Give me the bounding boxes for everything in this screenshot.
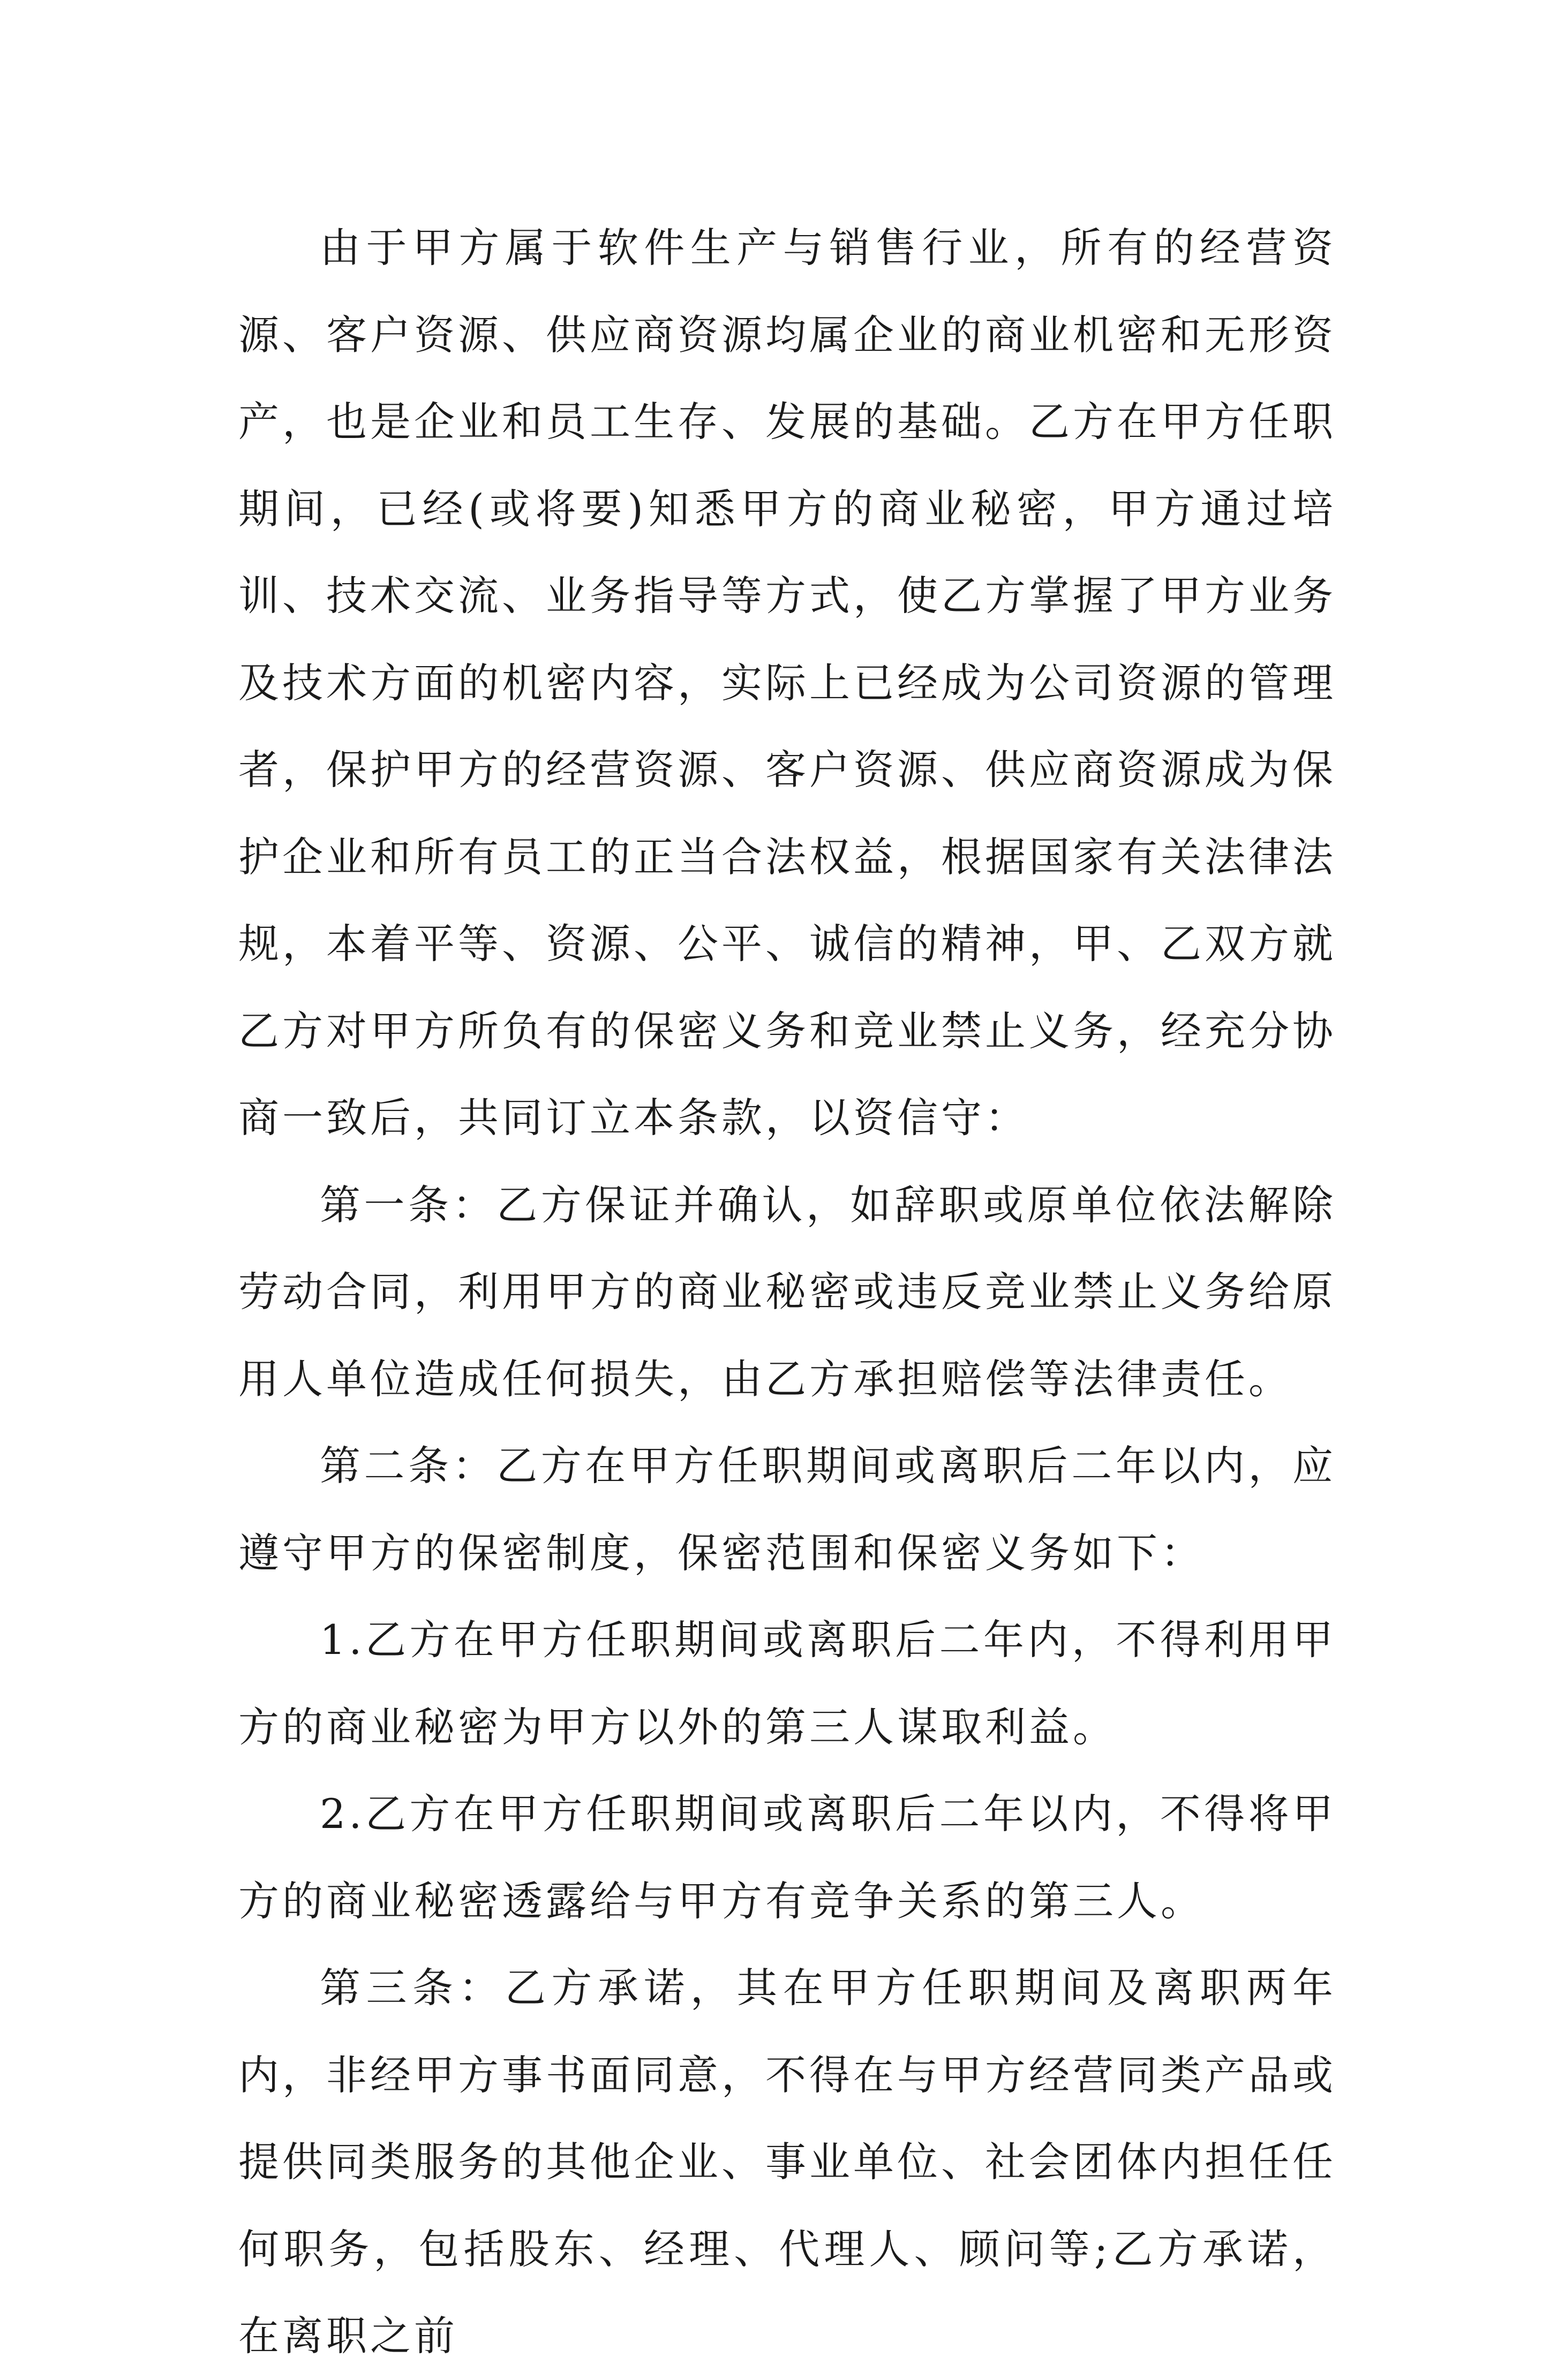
body-text: [238, 205, 1336, 2380]
paragraph-item-2: 2.乙方在甲方任职期间或离职后二年以内，不得将甲方的商业秘密透露给与甲方有竞争关系的第三人。: [238, 1790, 1336, 1925]
paragraph-article-2: 第二条：乙方在甲方任职期间或离职后二年以内，应遵守甲方的保密制度，保密范围和保密义务如下：: [238, 1442, 1336, 1577]
paragraph-item-1: 1.乙方在甲方任职期间或离职后二年内，不得利用甲方的商业秘密为甲方以外的第三人谋取利益。: [238, 1616, 1336, 1751]
paragraph-article-1: 第一条：乙方保证并确认，如辞职或原单位依法解除劳动合同，利用甲方的商业秘密或违反竞业禁止义务给原用人单位造成任何损失，由乙方承担赔偿等法律责任。: [238, 1181, 1336, 1403]
paragraph-preamble: 由于甲方属于软件生产与销售行业，所有的经营资源、客户资源、供应商资源均属企业的商业机密和无形资产，也是企业和员工生存、发展的基础。乙方在甲方任职期间，已经(或将要)知悉甲方的商业秘密，甲方通过培训、技术交流、业务指导等方式，使乙方掌握了甲方业务及技术方面的机密内容，实际上已经成为公司资源的管理者，保护甲方的经营资源、客户资源、供应商资源成为保护企业和所有员工的正当合法权益，根据国家有关法律法规，本着平等、资源、公平、诚信的精神，甲、乙双方就乙方对甲方所负有的保密义务和竞业禁止义务，经充分协商一致后，共同订立本条款，以资信守：: [238, 224, 1336, 1142]
paragraph-article-3: 第三条：乙方承诺，其在甲方任职期间及离职两年内，非经甲方事书面同意，不得在与甲方经营同类产品或提供同类服务的其他企业、事业单位、社会团体内担任任何职务，包括股东、经理、代理人、顾问等;乙方承诺，在离职之前: [238, 1964, 1336, 2360]
